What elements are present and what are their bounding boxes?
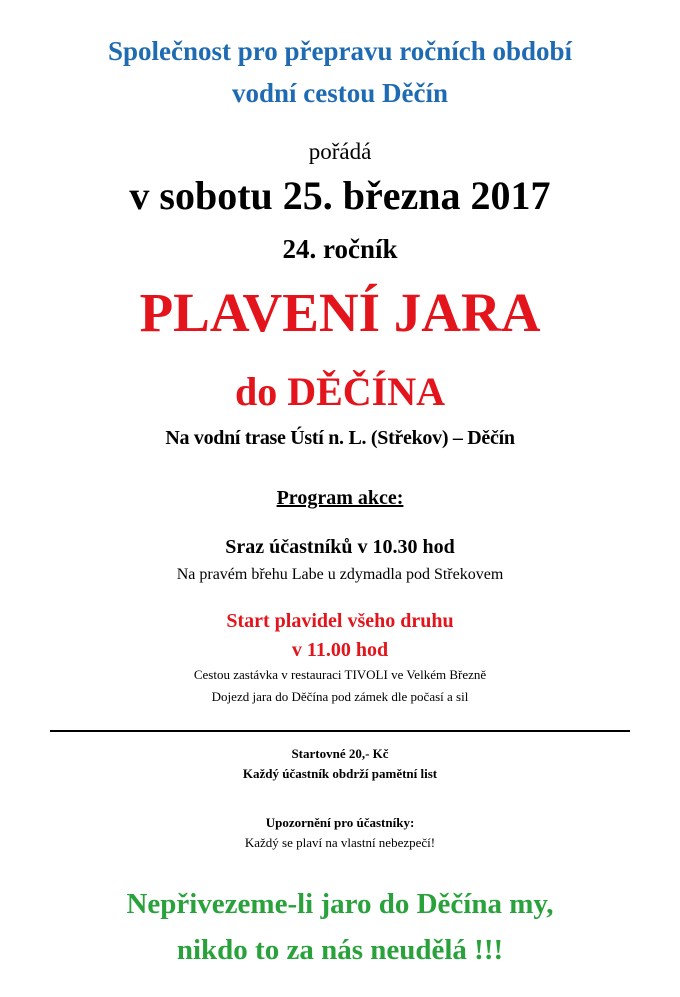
fee-line-1: Startovné 20,- Kč [291,746,389,761]
event-date: v sobotu 25. března 2017 [129,173,551,218]
edition: 24. ročník [282,234,398,264]
program-heading: Program akce: [276,487,404,509]
slogan-line-1: Nepřivezeme-li jaro do Děčína my, [126,888,554,920]
notice-text: Každý se plaví na vlastní nebezpečí! [244,835,436,850]
slogan-line-2: nikdo to za nás neudělá !!! [176,934,504,966]
start-stop: Cestou zastávka v restauraci TIVOLI ve Velkém Březně [193,667,487,682]
meeting-title: Sraz účastníků v 10.30 hod [225,536,455,558]
divider [50,730,630,732]
notice-heading: Upozornění pro účastníky: [265,815,415,830]
organizer-line-1: Společnost pro přepravu ročních období [107,36,573,66]
intro-text: pořádá [308,139,372,164]
meeting-place: Na pravém břehu Labe u zdymadla pod Střekovem [176,566,504,583]
start-arrival: Dojezd jara do Děčína pod zámek dle počasí a sil [211,689,469,704]
start-time: v 11.00 hod [291,639,389,661]
event-title: PLAVENÍ JARA [139,282,541,343]
organizer-line-2: vodní cestou Děčín [232,78,448,108]
fee-line-2: Každý účastník obdrží pamětní list [242,766,438,781]
start-title: Start plavidel všeho druhu [226,610,454,632]
event-subtitle: do DĚČÍNA [234,369,446,414]
route: Na vodní trase Ústí n. L. (Střekov) – Děčín [165,427,515,449]
